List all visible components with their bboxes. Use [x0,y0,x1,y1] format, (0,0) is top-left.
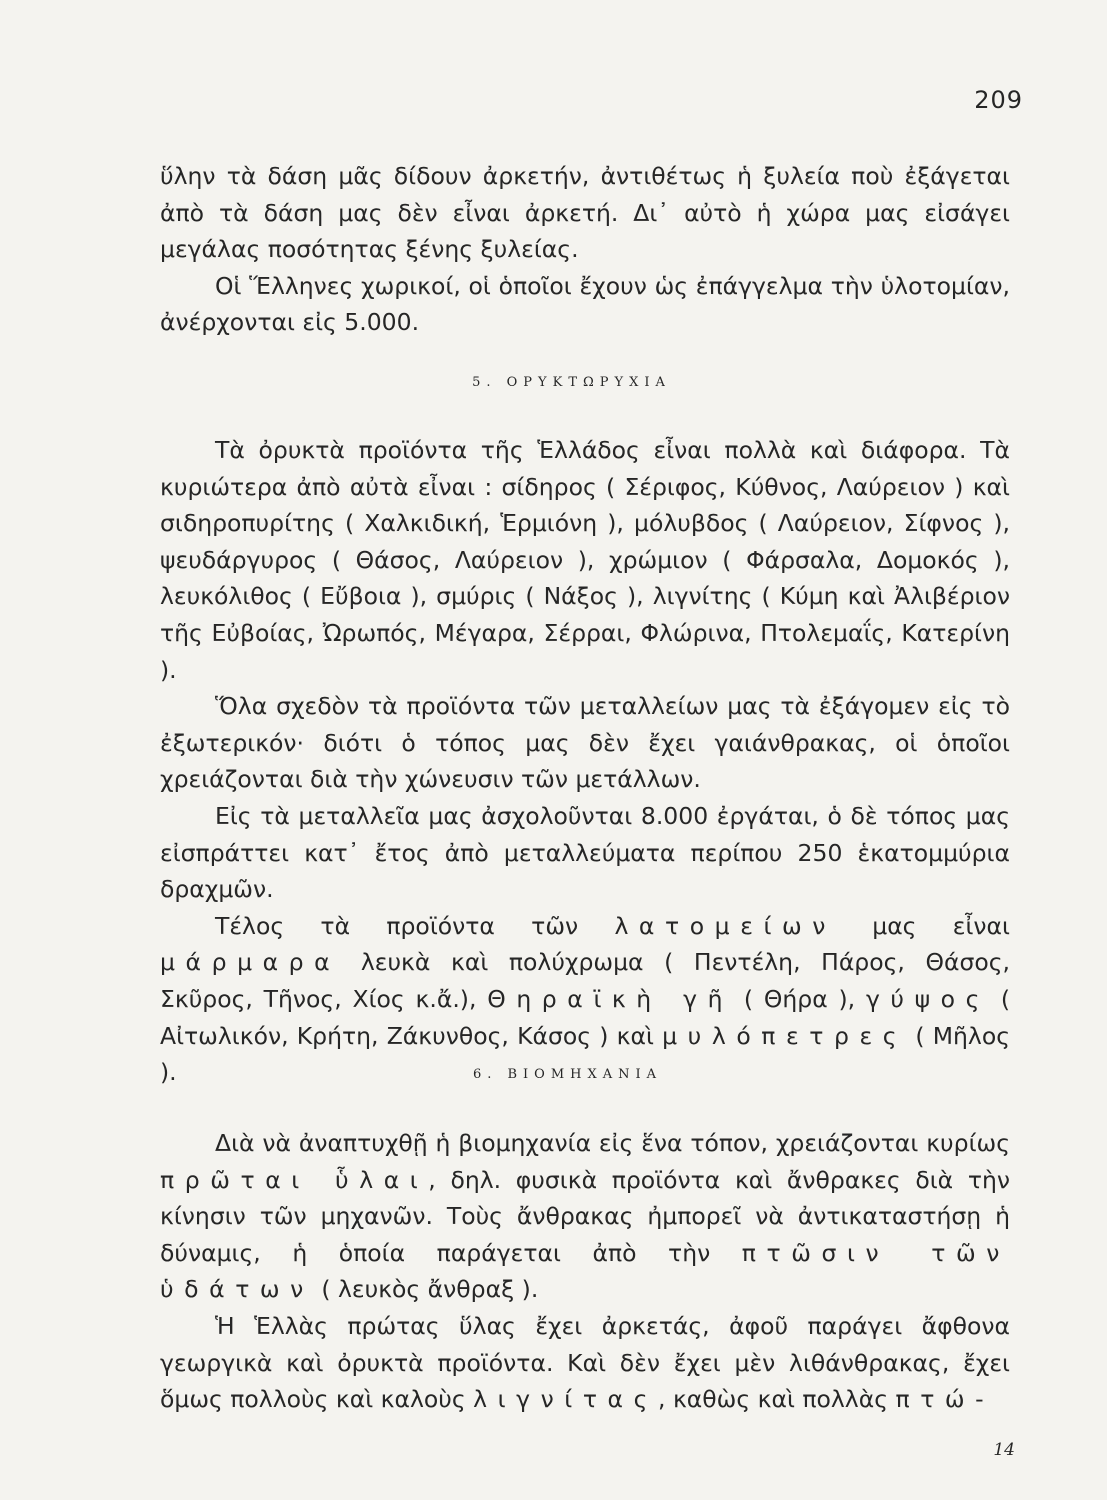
text-run: λευκὰ καὶ πολύχρωμα ( Πεντέλη, Πάρος, Θάσος, Σκῦρος, Τῆνος, Χίος κ.ἄ.), [160,948,1010,1013]
text-run: , δηλ. φυσικὰ προϊόντα καὶ ἄνθρακες διὰ τὴν κίνησιν τῶν μηχανῶν. Τοὺς ἄνθρακας ἠμπορεῖ νὰ ἀντικαταστήσῃ ἡ δύναμις, ἡ ὁποία παράγεται ἀπὸ τὴν [160,1165,1011,1267]
paragraph-woodcutters: Οἱ Ἕλληνες χωρικοί, οἱ ὁποῖοι ἔχουν ὡς ἐπάγγελμα τὴν ὑλοτομίαν, ἀνέρχονται εἰς 5.000. [160,271,1010,337]
text-run: , καθὼς καὶ πολλὰς [658,1385,896,1414]
emphasized-term: λιγνίτας [473,1385,658,1414]
paragraph-greece-resources [160,1308,1010,1418]
emphasized-term: μυλόπετρες [662,1021,908,1050]
text-run: Τέλος τὰ προϊόντα τῶν [215,911,615,940]
section-heading-industry: 6. ΒΙΟΜΗΧΑΝΙΑ [472,1067,663,1082]
emphasized-term: πτῶσιν τῶν ὑδάτων [160,1238,1010,1304]
text-run: Ἡ Ἑλλὰς πρώτας ὕλας ἔχει ἀρκετάς, ἀφοῦ παράγει ἄφθονα γεωργικὰ καὶ ὀρυκτὰ προϊόντα. Καὶ δὲν ἔχει μὲν λιθάνθρακας, ἔχει ὅμως πολλοὺς καὶ καλοὺς [160,1311,1010,1414]
mining-text [160,432,1010,1091]
emphasized-term: μάρμαρα [160,948,341,977]
emphasized-term: λατομείων [614,911,836,940]
text-run: ( λευκὸς ἄνθραξ ). [313,1275,539,1304]
paragraph-quarries [160,908,1010,1091]
emphasized-term: πτώ- [895,1385,995,1414]
emphasized-term: γύψος [865,984,991,1013]
section-heading-mining: 5. ΟΡΥΚΤΩΡΥΧΙΑ [472,375,671,390]
paragraph-timber-imports: ὕλην τὰ δάση μᾶς δίδουν ἀρκετήν, ἀντιθέτως ἡ ξυλεία ποὺ ἐξάγεται ἀπὸ τὰ δάση μας δὲν εἶναι ἀρκετή. Δι᾿ αὐτὸ ἡ χώρα μας εἰσάγει μεγάλας ποσότητας ξένης ξυλείας. [160,162,1010,264]
text-run: μας εἶναι [835,911,1010,940]
paragraph-mineral-products: Τὰ ὀρυκτὰ προϊόντα τῆς Ἑλλάδος εἶναι πολλὰ καὶ διάφορα. Τὰ κυριώτερα ἀπὸ αὐτὰ εἶναι : σίδηρος ( Σέριφος, Κύθνος, Λαύρειον ) καὶ σιδηροπυρίτης ( Χαλκιδική, Ἑρμιόνη ), μόλυβδος ( Λαύρειον, Σίφνος ), ψευδάργυρος ( Θάσος, Λαύρειον ), χρώμιον ( Φάρσαλα, Δομοκός ), λευκόλιθος ( Εὔβοια ), σμύρις ( Νάξος ), λιγνίτης ( Κύμη καὶ Ἀλιβέριον τῆς Εὐβοίας, Ὠρωπός, Μέγαρα, Σέρραι, Φλώρινα, Πτολεμαΐς, Κατερίνη ). [160,436,1010,684]
paragraph-industry-requirements [160,1125,1010,1308]
paragraph-mineral-exports: Ὅλα σχεδὸν τὰ προϊόντα τῶν μεταλλείων μας τὰ ἐξάγομεν εἰς τὸ ἐξωτερικόν· διότι ὁ τόπος μας δὲν ἔχει γαιάνθρακας, οἱ ὁποῖοι χρειάζονται διὰ τὴν χώνευσιν τῶν μετάλλων. [160,692,1010,794]
text-run: Διὰ νὰ ἀναπτυχθῇ ἡ βιομηχανία εἰς ἕνα τόπον, χρειάζονται κυρίως [215,1129,1010,1157]
emphasized-term: Θηραϊκὴ γῆ [487,984,734,1013]
industry-text [160,1125,1010,1418]
signature-mark: 14 [993,1440,1015,1460]
emphasized-term: πρῶται ὗλαι [160,1165,429,1194]
text-run: ( Αἰτωλικόν, Κρήτη, Ζάκυνθος, Κάσος ) καὶ [160,984,1010,1050]
text-run: ( Θήρα ), [733,984,866,1013]
text-run: ( Μῆλος ). [160,1021,1010,1087]
paragraph-mine-workers: Εἰς τὰ μεταλλεῖα μας ἀσχολοῦνται 8.000 ἐργάται, ὁ δὲ τόπος μας εἰσπράττει κατ᾿ ἔτος ἀπὸ μεταλλεύματα περίπου 250 ἑκατομμύρια δραχμῶν. [160,801,1010,904]
forestry-text [160,158,1010,341]
page-number: 209 [974,86,1023,114]
